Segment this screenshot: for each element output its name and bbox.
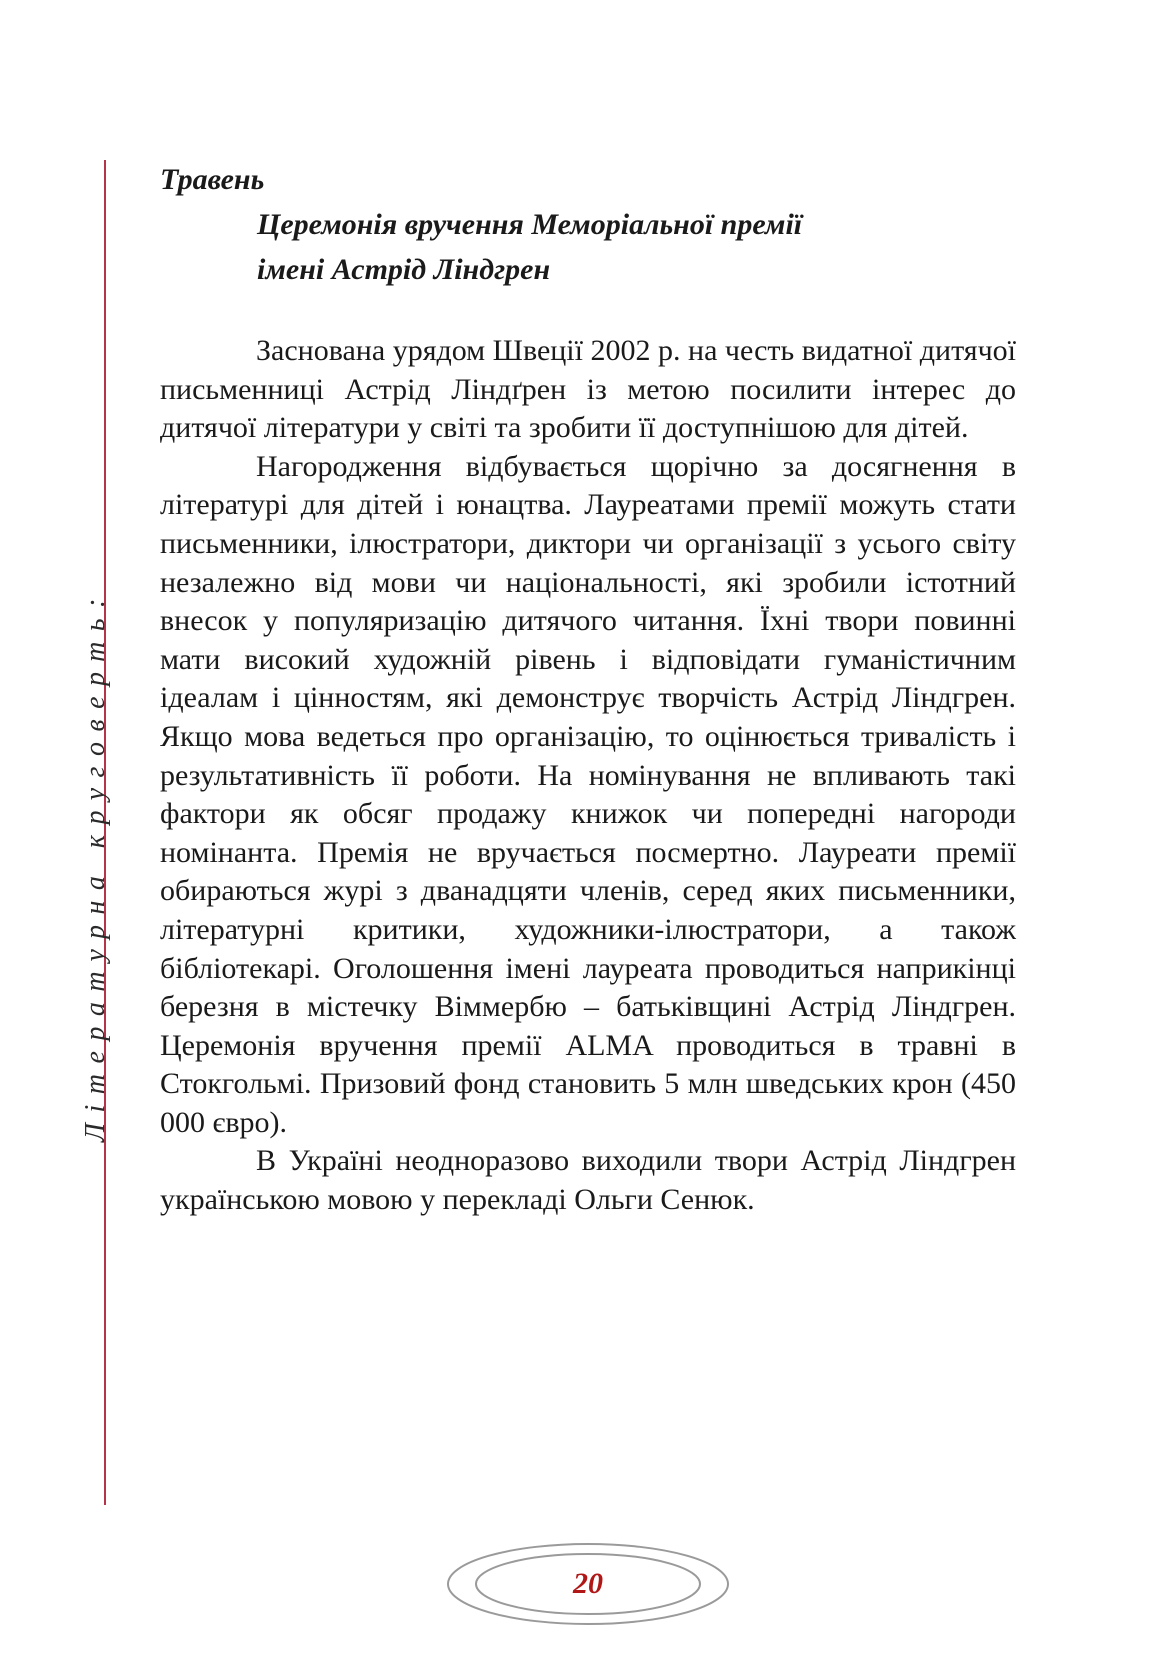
running-side-title: Літературна круговерть:	[80, 588, 111, 1142]
paragraph-1: Заснована урядом Швеції 2002 р. на честь видатної дитячої письменниці Астрід Ліндґрен із метою посилити інтерес до дитячої літератури у світі та зробити її доступнішою для дітей.	[160, 334, 1016, 445]
event-title-line-1: Церемонія вручення Меморіальної премії	[257, 208, 803, 241]
event-title-line-2: імені Астрід Ліндгрен	[257, 253, 551, 286]
page-content	[160, 158, 1016, 1220]
paragraph-2: Нагородження відбувається щорічно за досягнення в літературі для дітей і юнацтва. Лауреатами премії можуть стати письменники, ілюстратори, диктори чи організації з усього світу незалежно від мови чи національності, які зробили істотний внесок у популяризацію дитячого читання. Їхні твори повинні мати високий художній рівень і відповідати гуманістичним ідеалам і цінностям, які демонструє творчість Астрід Ліндгрен. Якщо мова ведеться про організацію, то оцінюється тривалість і результативність її роботи. На номінування не впливають такі фактори як обсяг продажу книжок чи попередні нагороди номінанта. Премія не вручається посмертно. Лауреати премії обираються журі з дванадцяти членів, серед яких письменники, літературні критики, художники-ілюстратори, а також бібліотекарі. Оголошення імені лауреата проводиться наприкінці березня в містечку Віммербю – батьківщині Астрід Ліндгрен. Церемонія вручення премії ALMA проводиться в травні в Стокгольмі. Призовий фонд становить 5 млн шведських крон (450 000 євро).	[160, 449, 1016, 1139]
page-number: 20	[573, 1567, 603, 1600]
paragraph-3: В Україні неодноразово виходили твори Астрід Ліндгрен українською мовою у перекладі Ольги Сенюк.	[160, 1144, 1016, 1217]
body-text	[160, 332, 1016, 1220]
page-number-ornament	[444, 1538, 732, 1630]
section-month: Травень	[160, 163, 265, 196]
